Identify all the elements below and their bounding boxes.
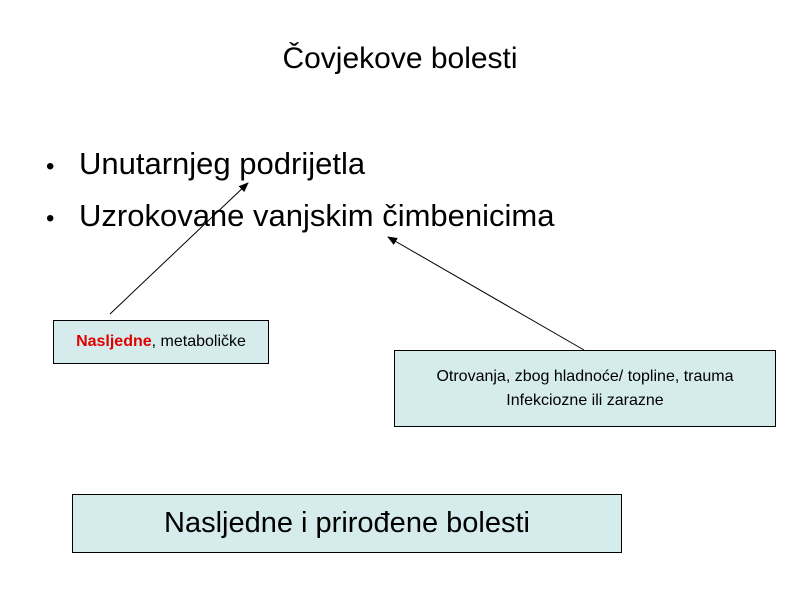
hereditary-metabolic-box: [53, 320, 269, 364]
slide-title: Čovjekove bolesti: [282, 42, 518, 75]
hereditary-rest: , metaboličke: [151, 333, 246, 350]
bullet-marker: •: [46, 205, 55, 232]
hereditary-highlight: Nasljedne: [76, 333, 152, 350]
external-line-2: Infekciozne ili zarazne: [506, 391, 664, 409]
bullet-text: Unutarnjeg podrijetla: [79, 146, 366, 181]
bottom-box-text: Nasljedne i prirođene bolesti: [164, 507, 530, 539]
external-causes-box: [394, 350, 776, 427]
arrow-external-to-factors: [388, 237, 584, 350]
arrow-hereditary-to-internal: [110, 183, 248, 314]
external-line-1: Otrovanja, zbog hladnoće/ topline, trauma: [436, 367, 734, 385]
hereditary-congenital-box: [72, 494, 622, 553]
hereditary-box-text: [76, 333, 246, 351]
bullet-marker: •: [46, 153, 55, 180]
bullet-text: Uzrokovane vanjskim čimbenicima: [79, 198, 555, 233]
